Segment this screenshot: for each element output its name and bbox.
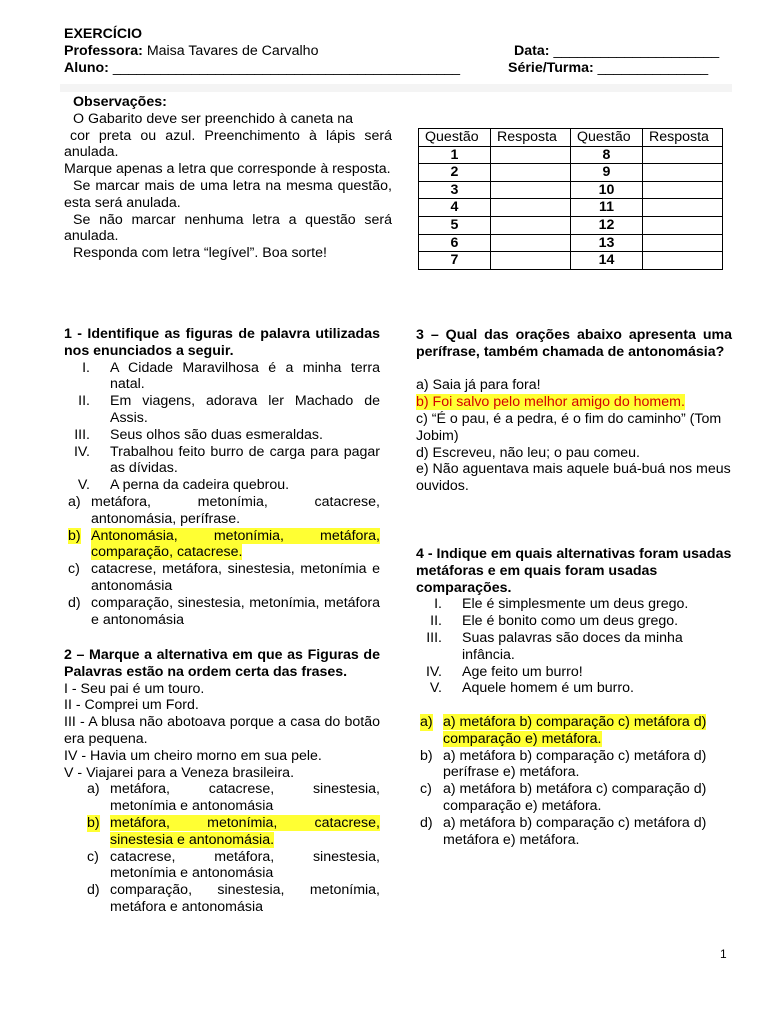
answer-cell[interactable]: [491, 181, 571, 199]
list-item: [416, 680, 732, 697]
question-number: 7: [419, 252, 491, 270]
option-e[interactable]: e) Não aguentava mais aquele buá-buá nos meus ouvidos.: [416, 461, 731, 495]
item-text: Aquele homem é um burro.: [462, 680, 634, 697]
document-header: [64, 26, 744, 76]
column-header: Resposta: [491, 129, 571, 147]
observation-line: Marque apenas a letra que corresponde à resposta.: [64, 161, 391, 178]
question-number: 11: [571, 199, 643, 217]
column-header: Questão: [571, 129, 643, 147]
column-header: Questão: [419, 129, 491, 147]
table-row: [419, 216, 723, 234]
option-letter: c): [87, 848, 99, 865]
option-letter: b): [87, 814, 100, 831]
option-letter: a): [87, 781, 100, 798]
list-item: V - Viajarei para a Veneza brasileira.: [64, 764, 295, 781]
observation-line: Se não marcar nenhuma letra a questão será anulada.: [64, 211, 392, 245]
question-stem: 1 - Identifique as figuras de palavra utilizadas nos enunciados a seguir.: [64, 326, 380, 359]
option-text: catacrese, metáfora, sinestesia, metonímia e antonomásia: [110, 848, 380, 882]
item-numeral: I.: [434, 596, 442, 613]
option-text: a) metáfora b) comparação c) metáfora d) metáfora e) metáfora.: [443, 814, 707, 848]
option-d[interactable]: [64, 595, 380, 629]
answer-cell[interactable]: [643, 252, 723, 270]
answer-cell[interactable]: [643, 181, 723, 199]
date-label: Data:: [514, 42, 550, 59]
item-numeral: IV.: [425, 663, 442, 680]
option-text: metáfora, metonímia, catacrese, antonomásia, perífrase.: [91, 493, 380, 527]
item-text: A perna da cadeira quebrou.: [110, 477, 290, 494]
item-text: Ele é simplesmente um deus grego.: [462, 596, 689, 613]
item-numeral: II.: [78, 393, 90, 410]
option-text: comparação, sinestesia, metonímia, metáfora e antonomásia: [91, 594, 380, 628]
option-letter: b): [68, 527, 81, 544]
header-shade: [60, 84, 732, 92]
option-d[interactable]: d) Escreveu, não leu; o pau comeu.: [416, 444, 640, 461]
item-text: Ele é bonito como um deus grego.: [462, 613, 679, 630]
list-item: [416, 596, 732, 613]
list-item: [64, 360, 380, 394]
answer-cell[interactable]: [491, 252, 571, 270]
question-stem: 4 - Indique em quais alternativas foram usadas metáforas e em quais foram usadas comparações.: [416, 546, 732, 596]
class-field[interactable]: [508, 60, 708, 77]
table-row: [419, 199, 723, 217]
option-a[interactable]: [64, 781, 380, 815]
column-header: Resposta: [643, 129, 723, 147]
student-row: [64, 60, 744, 77]
date-blank: _____________________: [553, 42, 720, 59]
highlighted-answer: Antonomásia, metonímia, metáfora, comparação, catacrese.: [91, 527, 380, 561]
page-number: 1: [720, 947, 727, 961]
option-letter: b): [420, 747, 433, 764]
question-number: 3: [419, 181, 491, 199]
option-text: comparação, sinestesia, metonímia, metáfora e antonomásia: [110, 882, 380, 915]
option-text: [91, 528, 380, 562]
item-numeral: III.: [426, 629, 442, 646]
answer-cell[interactable]: [643, 199, 723, 217]
item-text: Em viagens, adorava ler Machado de Assis.: [110, 393, 380, 426]
item-numeral: III.: [74, 426, 90, 443]
answer-cell[interactable]: [491, 164, 571, 182]
list-item: I - Seu pai é um touro.: [64, 680, 205, 697]
answer-cell[interactable]: [643, 146, 723, 164]
answer-cell[interactable]: [491, 146, 571, 164]
item-text: Suas palavras são doces da minha infância.: [462, 629, 683, 663]
observation-line: Responda com letra “legível”. Boa sorte!: [73, 245, 327, 262]
option-b-answer[interactable]: [64, 528, 380, 562]
question-number: 10: [571, 181, 643, 199]
date-field[interactable]: [514, 43, 719, 60]
question-number: 2: [419, 164, 491, 182]
question-2: [64, 647, 380, 916]
question-stem: 2 – Marque a alternativa em que as Figuras de Palavras estão na ordem certa das frases.: [64, 647, 380, 680]
answer-sheet-table: [418, 128, 723, 270]
item-numeral: V.: [77, 477, 90, 494]
option-letter: d): [420, 814, 433, 831]
item-numeral: IV.: [73, 443, 90, 460]
question-1: [64, 326, 380, 628]
option-a[interactable]: a) Saia já para fora!: [416, 377, 541, 394]
list-item: [64, 393, 380, 427]
table-row: [419, 146, 723, 164]
student-blank[interactable]: ____________________________________________: [112, 59, 461, 76]
option-c[interactable]: c) “É o pau, é a pedra, é o fim do caminho” (Tom Jobim): [416, 410, 722, 444]
option-letter: a): [68, 493, 81, 510]
item-numeral: V.: [429, 680, 442, 697]
table-header-row: [419, 129, 723, 147]
question-4: [416, 546, 732, 848]
list-item: IV - Havia um cheiro morno em sua pele.: [64, 747, 322, 764]
teacher-label: Professora:: [64, 42, 143, 59]
option-text: a) metáfora b) metáfora c) comparação d) comparação e) metáfora.: [443, 781, 707, 814]
teacher-row: [64, 43, 744, 60]
observation-line: cor preta ou azul. Preenchimento à lápis será anulada.: [64, 127, 392, 161]
item-numeral: I.: [82, 359, 90, 376]
item-text: Age feito um burro!: [462, 663, 583, 680]
spacer: [416, 697, 732, 714]
question-3: [416, 327, 732, 495]
question-stem: 3 – Qual das orações abaixo apresenta uma perífrase, também chamada de antonomásia?: [416, 327, 732, 360]
option-text: catacrese, metáfora, sinestesia, metonímia e antonomásia: [91, 561, 380, 594]
observation-line: O Gabarito deve ser preenchido à caneta na: [73, 110, 353, 127]
list-item: [64, 444, 380, 478]
option-text: [110, 815, 380, 849]
question-number: 12: [571, 216, 643, 234]
option-text: [443, 714, 732, 748]
question-number: 5: [419, 216, 491, 234]
table-row: [419, 252, 723, 270]
question-number: 1: [419, 146, 491, 164]
question-number: 6: [419, 234, 491, 252]
answer-cell[interactable]: [643, 216, 723, 234]
exercise-title: EXERCÍCIO: [64, 26, 143, 42]
option-letter: d): [87, 882, 100, 899]
list-item: II - Comprei um Ford.: [64, 697, 199, 714]
option-letter: a): [420, 713, 433, 730]
item-numeral: II.: [430, 613, 442, 630]
highlighted-answer: b) Foi salvo pelo melhor amigo do homem.: [416, 394, 685, 411]
observation-line: Se marcar mais de uma letra na mesma questão, esta será anulada.: [64, 177, 392, 211]
option-letter: c): [420, 781, 432, 798]
option-letter: c): [68, 561, 80, 578]
highlighted-answer: a) metáfora b) comparação c) metáfora d) comparação e) metáfora.: [443, 713, 707, 747]
observations-title: Observações:: [73, 94, 167, 110]
option-a-answer[interactable]: [416, 714, 732, 748]
list-item: [416, 664, 732, 681]
item-text: Trabalhou feito burro de carga para pagar as dívidas.: [110, 443, 380, 477]
list-item: [416, 630, 732, 664]
list-item: [416, 613, 732, 630]
answer-cell[interactable]: [491, 216, 571, 234]
option-a[interactable]: [64, 494, 380, 528]
item-text: Seus olhos são duas esmeraldas.: [110, 426, 323, 443]
table-row: [419, 164, 723, 182]
list-item: [64, 477, 380, 494]
question-number: 4: [419, 199, 491, 217]
question-number: 13: [571, 234, 643, 252]
question-number: 8: [571, 146, 643, 164]
answer-cell[interactable]: [643, 234, 723, 252]
question-number: 9: [571, 164, 643, 182]
item-text: A Cidade Maravilhosa é a minha terra natal.: [110, 359, 380, 393]
table-row: [419, 181, 723, 199]
answer-cell[interactable]: [491, 234, 571, 252]
option-b-answer[interactable]: [416, 394, 732, 411]
option-b-answer[interactable]: [64, 815, 380, 849]
class-blank: ______________: [597, 59, 709, 76]
option-text: a) metáfora b) comparação c) metáfora d) perífrase e) metáfora.: [443, 747, 707, 781]
table-row: [419, 234, 723, 252]
option-letter: d): [68, 594, 81, 611]
option-d[interactable]: [64, 882, 380, 916]
highlighted-answer: metáfora, metonímia, catacrese, sinestesia e antonomásia.: [110, 814, 380, 848]
answer-cell[interactable]: [643, 164, 723, 182]
class-label: Série/Turma:: [508, 59, 594, 76]
option-d[interactable]: [416, 815, 732, 849]
list-item: [64, 427, 380, 444]
option-c[interactable]: [64, 561, 380, 595]
question-number: 14: [571, 252, 643, 270]
student-label: Aluno:: [64, 59, 109, 76]
option-c[interactable]: [64, 849, 380, 883]
option-text: metáfora, catacrese, sinestesia, metonímia e antonomásia: [110, 781, 380, 815]
observations: [64, 94, 392, 262]
answer-cell[interactable]: [491, 199, 571, 217]
list-item: III - A blusa não abotoava porque a casa do botão era pequena.: [64, 714, 380, 747]
spacer: [416, 361, 732, 378]
teacher-name: Maisa Tavares de Carvalho: [146, 42, 319, 59]
option-c[interactable]: [416, 781, 732, 815]
option-b[interactable]: [416, 748, 732, 782]
